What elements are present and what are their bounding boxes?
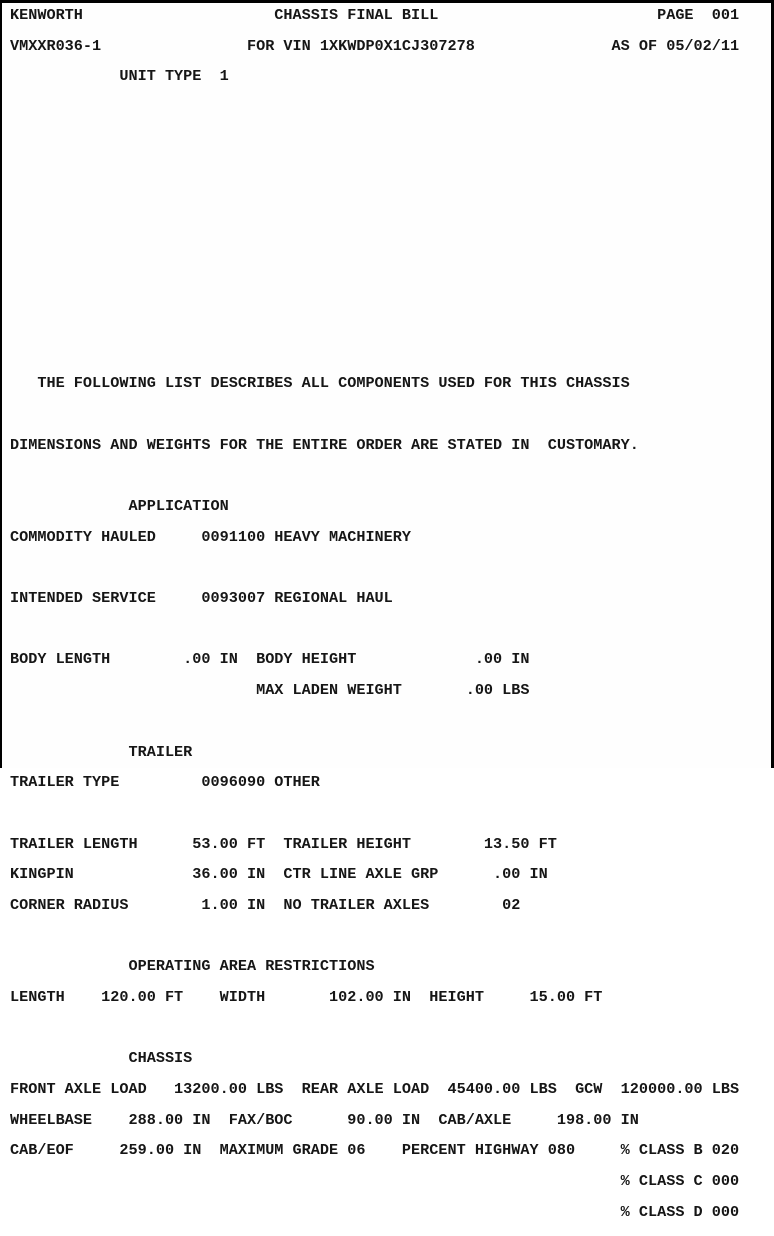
intro-line-2: DIMENSIONS AND WEIGHTS FOR THE ENTIRE ORDER ARE STATED IN CUSTOMARY. [10,435,639,454]
report-header-line-1: KENWORTH CHASSIS FINAL BILL PAGE 001 [10,6,740,24]
blank-line [10,407,771,422]
class-c-line: % CLASS C 000 [10,1172,740,1191]
blank-line [10,560,771,575]
blank-line [10,315,771,330]
blank-line [10,100,771,115]
blank-line [10,929,771,944]
axle-loads-gcw-line: FRONT AXLE LOAD 13200.00 LBS REAR AXLE LOAD 45400.00 LBS GCW 120000.00 LBS [10,1080,740,1099]
body-dimensions-line: BODY LENGTH .00 IN BODY HEIGHT .00 IN [10,650,530,669]
intended-service-line: INTENDED SERVICE 0093007 REGIONAL HAUL [10,589,393,608]
trailer-type-line: TRAILER TYPE 0096090 OTHER [10,773,320,792]
wheelbase-line: WHEELBASE 288.00 IN FAX/BOC 90.00 IN CAB/AXLE 198.00 IN [10,1110,639,1129]
intro-line-1: THE FOLLOWING LIST DESCRIBES ALL COMPONENTS USED FOR THIS CHASSIS [10,374,630,393]
commodity-hauled-line: COMMODITY HAULED 0091100 HEAVY MACHINERY [10,527,412,546]
max-laden-weight-line: MAX LADEN WEIGHT .00 LBS [10,681,530,700]
blank-line [10,346,771,361]
class-d-line: % CLASS D 000 [10,1202,740,1221]
blank-line [10,622,771,637]
trailer-section-heading: TRAILER [10,742,193,761]
operating-area-dimensions-line: LENGTH 120.00 FT WIDTH 102.00 IN HEIGHT 15.00 FT [10,988,603,1006]
application-section-heading: APPLICATION [10,497,229,515]
blank-line [10,468,771,483]
operating-area-heading: OPERATING AREA RESTRICTIONS [10,957,375,976]
blank-line [10,192,771,207]
blank-line [10,223,771,238]
unit-type-line: UNIT TYPE 1 [10,67,229,86]
trailer-length-height-line: TRAILER LENGTH 53.00 FT TRAILER HEIGHT 13.50 FT [10,834,557,853]
kingpin-axle-grp-line: KINGPIN 36.00 IN CTR LINE AXLE GRP .00 IN [10,865,548,884]
chassis-section-heading: CHASSIS [10,1049,193,1068]
blank-line [10,131,771,146]
blank-line [10,1021,771,1036]
corner-radius-axles-line: CORNER RADIUS 1.00 IN NO TRAILER AXLES 02 [10,895,521,914]
blank-line [10,254,771,269]
chassis-final-bill-report [2,3,771,1236]
blank-line [10,284,771,299]
blank-line [10,806,771,821]
cab-eof-grade-highway-class-b-line: CAB/EOF 259.00 IN MAXIMUM GRADE 06 PERCENT HIGHWAY 080 % CLASS B 020 [10,1141,740,1160]
blank-line [10,161,771,176]
report-header-line-2: VMXXR036-1 FOR VIN 1XKWDP0X1CJ307278 AS OF 05/02/11 [10,36,740,55]
blank-line [10,714,771,729]
